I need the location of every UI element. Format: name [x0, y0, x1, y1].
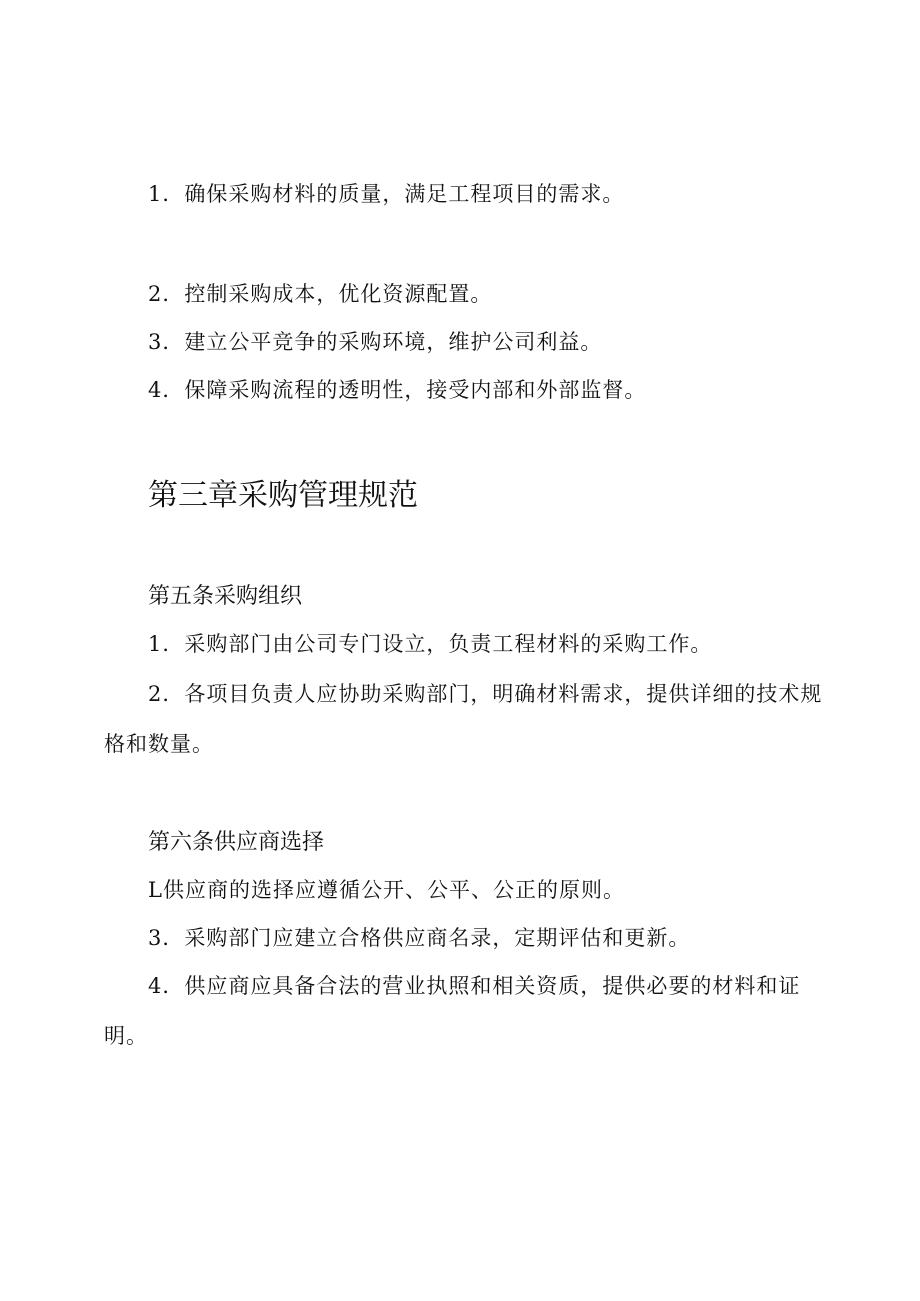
article-5-item-2-continued: 格和数量。 — [104, 732, 214, 756]
article-5-item-1: 1．采购部门由公司专门设立，负责工程材料的采购工作。 — [148, 632, 713, 656]
article-5-title: 第五条采购组织 — [148, 584, 303, 609]
article-6-title: 第六条供应商选择 — [148, 830, 325, 855]
article-6-item-4-continued: 明。 — [104, 1024, 148, 1048]
goal-item-4: 4．保障采购流程的透明性，接受内部和外部监督。 — [148, 378, 647, 402]
goal-item-1: 1．确保采购材料的质量，满足工程项目的需求。 — [148, 182, 625, 206]
article-6-item-4: 4．供应商应具备合法的营业执照和相关资质，提供必要的材料和证 — [148, 974, 801, 998]
article-5-item-2: 2．各项目负责人应协助采购部门，明确材料需求，提供详细的技术规 — [148, 682, 823, 706]
goal-item-2: 2．控制采购成本，优化资源配置。 — [148, 282, 493, 306]
chapter-title: 第三章采购管理规范 — [148, 478, 418, 513]
article-6-item-3: 3．采购部门应建立合格供应商名录，定期评估和更新。 — [148, 926, 691, 950]
goal-item-3: 3．建立公平竞争的采购环境，维护公司利益。 — [148, 330, 603, 354]
article-6-item-1: L供应商的选择应遵循公开、公平、公正的原则。 — [148, 878, 625, 902]
